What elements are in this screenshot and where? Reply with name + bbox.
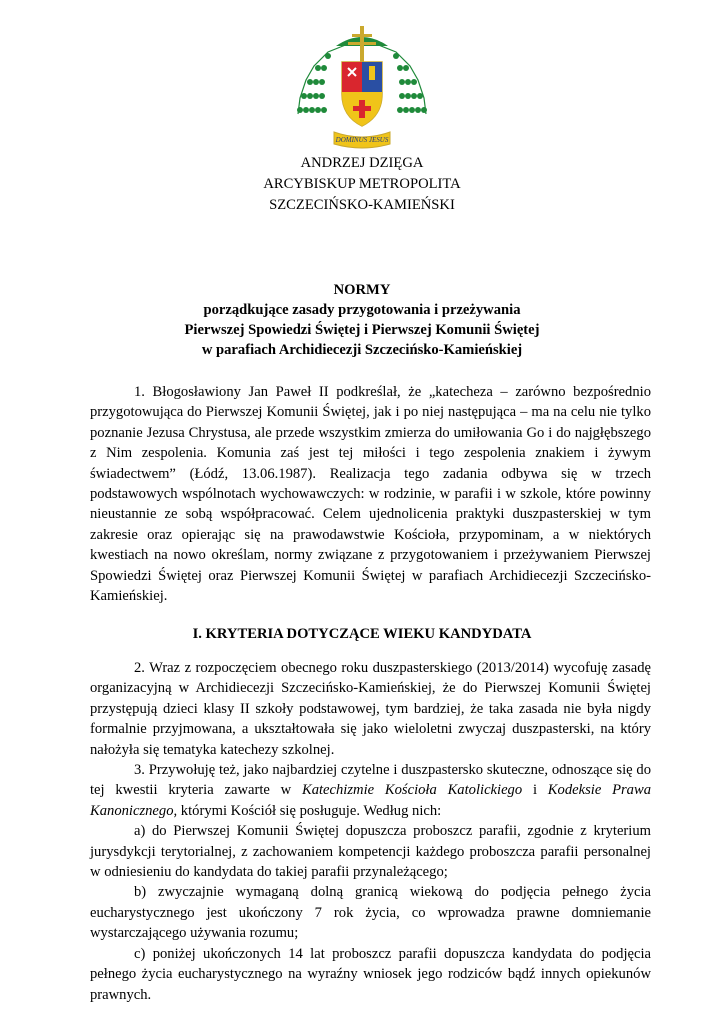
issuer-title: ARCYBISKUP METROPOLITA: [263, 176, 461, 192]
paragraph-3-part-2: i: [522, 782, 548, 799]
intro-section: [90, 382, 651, 606]
paragraph-3-part-1: 3. Przywołuję też, jako najbardziej czytelne i duszpastersko skuteczne, odnoszące się do tej kwestii kryteria zawarte w: [90, 762, 651, 799]
left-tassels: [297, 44, 348, 114]
title-line-2: porządkujące zasady przygotowania i przeżywania: [203, 302, 521, 318]
paragraph-3: [90, 760, 651, 821]
paragraph-3-italic-2: Kodeksie Prawa Kanonicznego,: [90, 782, 651, 819]
paragraph-1: 1. Błogosławiony Jan Paweł II podkreślał, że „katecheza – zarówno bezpośrednio przygotowująca do Pierwszej Komunii Świętej, jak i po niej następująca – ma na celu nie tylko poznanie Jezusa Chrystusa, ale przede wszystkim zmierza do umiłowania Go i do najgłębszego z Nim zespolenia. Komunia zaś jest tej miłości i tego zespolenia znakiem i żywym świadectwem” (Łódź, 13.06.1987). Realizacja tego zadania odbywa się w trzech podstawowych wspólnotach wychowawczych: w rodzinie, w parafii i w szkole, które powinny nieustannie ze sobą współpracować. Celem ujednolicenia praktyki duszpasterskiej w tym zakresie oraz opierając się na prawodawstwie Kościoła, przypominam, a w niektórych kwestiach na nowo określam, normy związane z przygotowaniem i przeżywaniem Pierwszej Spowiedzi Świętej oraz Pierwszej Komunii Świętej w parafiach Archidiecezji Szczecińsko-Kamieńskiej.: [90, 384, 651, 605]
paragraph-2: 2. Wraz z rozpoczęciem obecnego roku duszpasterskiego (2013/2014) wycofuję zasadę organizacyjną w Archidiecezji Szczecińsko-Kamieńskiej, że do Pierwszej Komunii Świętej przystępują dzieci klasy II szkoły podstawowej, tym bardziej, że taka zasada nie była nigdy formalnie przyjmowana, a ukształtowała się jako wieloletni zwyczaj duszpasterski, na który nałożyła się tematyka katechezy szkolnej.: [90, 660, 651, 758]
issuer-block: [0, 153, 724, 216]
section-1-body: [90, 658, 651, 1005]
list-item-b: b) zwyczajnie wymaganą dolną granicą wiekową do podjęcia pełnego życia eucharystycznego jest ukończony 7 rok życia, co wprowadza prawne domniemanie wystarczającego używania rozumu;: [90, 884, 651, 942]
document-title: [0, 280, 724, 360]
issuer-name: ANDRZEJ DZIĘGA: [300, 155, 424, 171]
list-item-a: a) do Pierwszej Komunii Świętej dopuszcza proboszcz parafii, zgodnie z kryterium jurysdykcji terytorialnej, z zachowaniem kompetencji każdego proboszcza parafii personalnej w odniesieniu do kandydata do takiej parafii przynależącego;: [90, 823, 651, 881]
right-tassels: [376, 44, 427, 114]
archbishop-coat-of-arms: [288, 22, 436, 154]
section-heading-1: I. KRYTERIA DOTYCZĄCE WIEKU KANDYDATA: [192, 626, 532, 642]
list-item-c: c) poniżej ukończonych 14 lat proboszcz parafii dopuszcza kandydata do podjęcia pełnego życia eucharystycznego na wyraźny wniosek jego rodziców bądź innych opiekunów prawnych.: [90, 945, 651, 1003]
shield: [342, 62, 382, 126]
issuer-diocese: SZCZECIŃSKO-KAMIEŃSKI: [269, 197, 455, 213]
title-line-3: Pierwszej Spowiedzi Świętej i Pierwszej Komunii Świętej: [184, 322, 540, 338]
title-line-4: w parafiach Archidiecezji Szczecińsko-Kamieńskiej: [201, 342, 523, 358]
paragraph-3-italic-1: Katechizmie Kościoła Katolickiego: [301, 782, 523, 799]
title-line-1: NORMY: [333, 282, 391, 298]
motto-text: DOMINUS JESUS: [335, 136, 389, 144]
paragraph-3-part-3: którymi Kościół się posługuje. Według nich:: [177, 802, 442, 819]
